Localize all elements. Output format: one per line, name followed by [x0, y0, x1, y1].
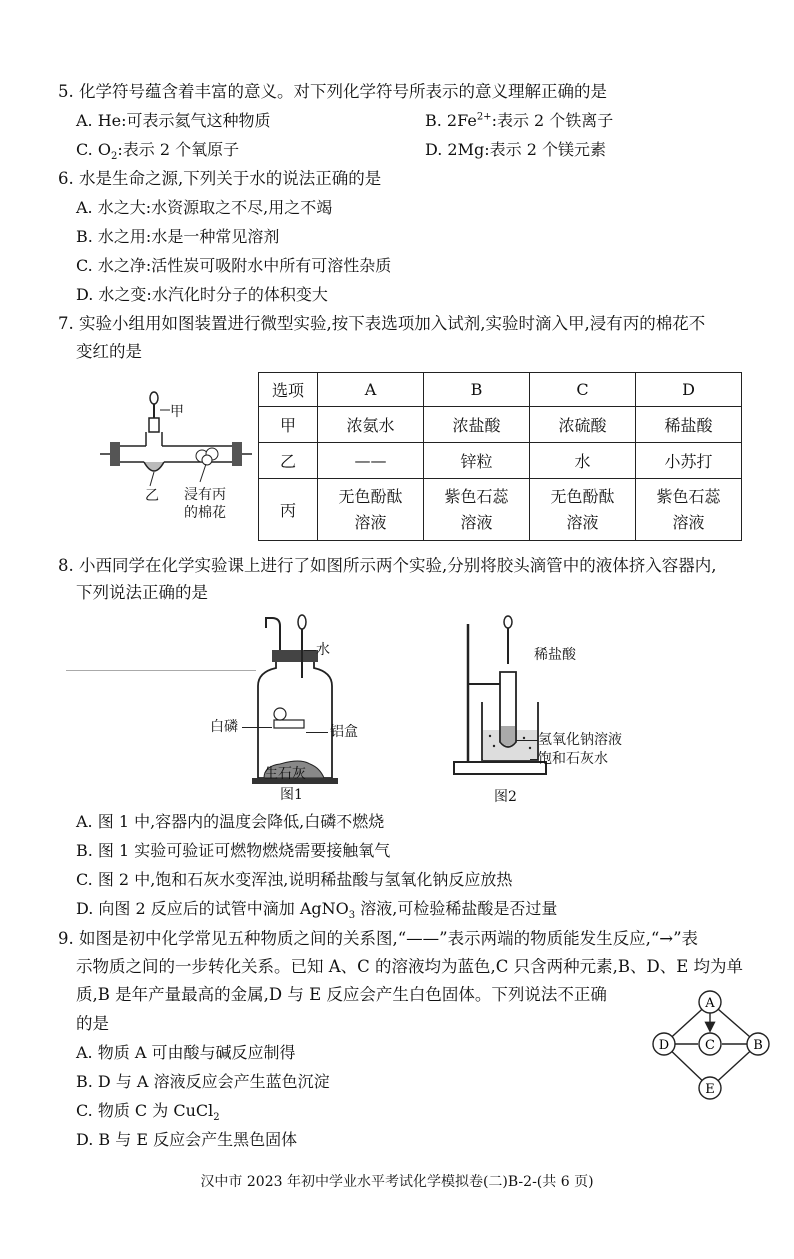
- table-cell: 浓盐酸: [424, 407, 530, 443]
- table-cell: B: [424, 373, 530, 407]
- cell-line: 溶液: [460, 512, 493, 532]
- q9-stem-line2: 示物质之间的一步转化关系。已知 A、C 的溶液均为蓝色,C 只含两种元素,B、D、E 均为单: [76, 957, 744, 976]
- cell-line: 无色酚酞: [550, 486, 615, 506]
- q5-option-b-pre: B. 2Fe: [425, 111, 477, 130]
- q5-option-b-post: :表示 2 个铁离子: [491, 111, 614, 130]
- q8-figure2: [452, 612, 552, 778]
- q7-label-cotton-1: 浸有丙: [184, 487, 226, 503]
- q8-option-d-post: 溶液,可检验稀盐酸是否过量: [355, 899, 558, 918]
- q6-option-a: A. 水之大:水资源取之不尽,用之不竭: [76, 198, 333, 217]
- q8-fig1-caption: 图1: [280, 787, 303, 803]
- table-cell: [318, 479, 424, 541]
- cell-line: 溶液: [354, 512, 387, 532]
- q6-stem: 6. 水是生命之源,下列关于水的说法正确的是: [58, 169, 382, 188]
- table-cell: A: [318, 373, 424, 407]
- table-cell: 乙: [259, 443, 318, 479]
- q9-option-c-sub: 2: [213, 1112, 220, 1124]
- q7-label-yi: 乙: [145, 488, 159, 504]
- q5-option-c-pre: C. O: [76, 140, 111, 159]
- q8-option-d-sub: 3: [348, 910, 356, 922]
- table-cell: 选项: [259, 373, 318, 407]
- q8-fig1-label-phosphorus: 白磷: [210, 719, 238, 735]
- table-cell: [636, 479, 742, 541]
- q7-stem-line1: 7. 实验小组用如图装置进行微型实验,按下表选项加入试剂,实验时滴入甲,浸有丙的棉花不: [58, 314, 706, 333]
- scan-artifact-line: [66, 670, 256, 671]
- q6-option-d: D. 水之变:水汽化时分子的体积变大: [76, 285, 328, 304]
- q8-stem-line1: 8. 小西同学在化学实验课上进行了如图所示两个实验,分别将胶头滴管中的液体挤入容器内,: [58, 556, 717, 575]
- table-cell: [424, 479, 530, 541]
- q9-option-d: D. B 与 E 反应会产生黑色固体: [76, 1130, 298, 1149]
- q9-relation-diagram: [648, 986, 776, 1106]
- cell-line: 紫色石蕊: [444, 486, 509, 506]
- node-d-label: D: [658, 1038, 670, 1053]
- table-row-yi: [259, 443, 742, 479]
- q8-fig1-label-al-box: 铝盒: [330, 724, 358, 740]
- page-footer: 汉中市 2023 年初中学业水平考试化学模拟卷(二)B-2-(共 6 页): [200, 1174, 594, 1190]
- q8-fig2-leader-naoh: [516, 740, 538, 741]
- q8-fig2-leader-limewater: [530, 759, 538, 760]
- table-cell: [530, 479, 636, 541]
- table-row-jia: [259, 407, 742, 443]
- node-b-label: B: [753, 1038, 763, 1053]
- q8-figure1: [250, 608, 340, 788]
- node-c-label: C: [705, 1038, 715, 1053]
- q8-fig1-leader-phosphorus: [242, 727, 272, 728]
- q8-fig1-leader-al-box: [306, 732, 328, 733]
- q8-stem-line2: 下列说法正确的是: [76, 583, 208, 602]
- table-cell: 浓氨水: [318, 407, 424, 443]
- table-cell: ——: [318, 443, 424, 479]
- q8-fig2-label-hcl: 稀盐酸: [534, 647, 576, 663]
- q9-stem-line4: 的是: [76, 1014, 109, 1033]
- q7-label-cotton-2: 的棉花: [184, 505, 226, 521]
- q5-option-b: [425, 111, 613, 131]
- q6-option-c: C. 水之净:活性炭可吸附水中所有可溶性杂质: [76, 256, 392, 275]
- table-cell: 水: [530, 443, 636, 479]
- q5-option-a: A. He:可表示氦气这种物质: [76, 111, 271, 130]
- q8-fig1-label-lime: 生石灰: [264, 766, 306, 782]
- q9-option-c: [76, 1101, 220, 1124]
- q7-stem-line2: 变红的是: [76, 342, 142, 361]
- q5-option-c-sub: 2: [110, 151, 118, 163]
- table-cell: 浓硫酸: [530, 407, 636, 443]
- table-cell: 甲: [259, 407, 318, 443]
- q8-fig2-label-naoh: 氢氧化钠溶液: [538, 732, 622, 748]
- q9-option-b: B. D 与 A 溶液反应会产生蓝色沉淀: [76, 1072, 330, 1091]
- table-cell: 小苏打: [636, 443, 742, 479]
- q8-fig1-leader-water: [304, 650, 316, 651]
- node-a-label: A: [705, 996, 715, 1011]
- q9-option-a: A. 物质 A 可由酸与碱反应制得: [76, 1043, 296, 1062]
- q6-option-b: B. 水之用:水是一种常见溶剂: [76, 227, 280, 246]
- q5-stem: 5. 化学符号蕴含着丰富的意义。对下列化学符号所表示的意义理解正确的是: [58, 82, 607, 101]
- q5-option-b-sup: 2+: [476, 111, 492, 123]
- q8-option-d-pre: D. 向图 2 反应后的试管中滴加 AgNO: [76, 899, 349, 918]
- cell-line: 紫色石蕊: [656, 486, 721, 506]
- q5-option-c: [76, 140, 240, 163]
- q8-fig1-label-water: 水: [316, 642, 330, 658]
- q5-option-d: D. 2Mg:表示 2 个镁元素: [425, 140, 606, 159]
- table-cell: 丙: [259, 479, 318, 541]
- q9-stem-line1: 9. 如图是初中化学常见五种物质之间的关系图,“——”表示两端的物质能发生反应,“→”表: [58, 929, 699, 948]
- cell-line: 溶液: [566, 512, 599, 532]
- q7-options-table: [258, 372, 742, 541]
- table-cell: 锌粒: [424, 443, 530, 479]
- q8-fig2-label-limewater: 饱和石灰水: [538, 751, 608, 767]
- q7-label-jia: 甲: [170, 404, 184, 420]
- q8-fig2-caption: 图2: [494, 789, 517, 805]
- q8-option-a: A. 图 1 中,容器内的温度会降低,白磷不燃烧: [76, 812, 385, 831]
- table-cell: D: [636, 373, 742, 407]
- q8-option-b: B. 图 1 实验可验证可燃物燃烧需要接触氧气: [76, 841, 391, 860]
- node-e-label: E: [705, 1082, 715, 1097]
- q8-option-c: C. 图 2 中,饱和石灰水变浑浊,说明稀盐酸与氢氧化钠反应放热: [76, 870, 513, 889]
- table-cell: C: [530, 373, 636, 407]
- cell-line: 无色酚酞: [338, 486, 403, 506]
- q9-option-c-pre: C. 物质 C 为 CuCl: [76, 1101, 214, 1120]
- q5-option-c-post: :表示 2 个氧原子: [117, 140, 240, 159]
- table-row-header: [259, 373, 742, 407]
- cell-line: 溶液: [672, 512, 705, 532]
- q9-stem-line3: 质,B 是年产量最高的金属,D 与 E 反应会产生白色固体。下列说法不正确: [76, 985, 607, 1004]
- table-cell: 稀盐酸: [636, 407, 742, 443]
- table-row-bing: [259, 479, 742, 541]
- q8-option-d: [76, 899, 558, 922]
